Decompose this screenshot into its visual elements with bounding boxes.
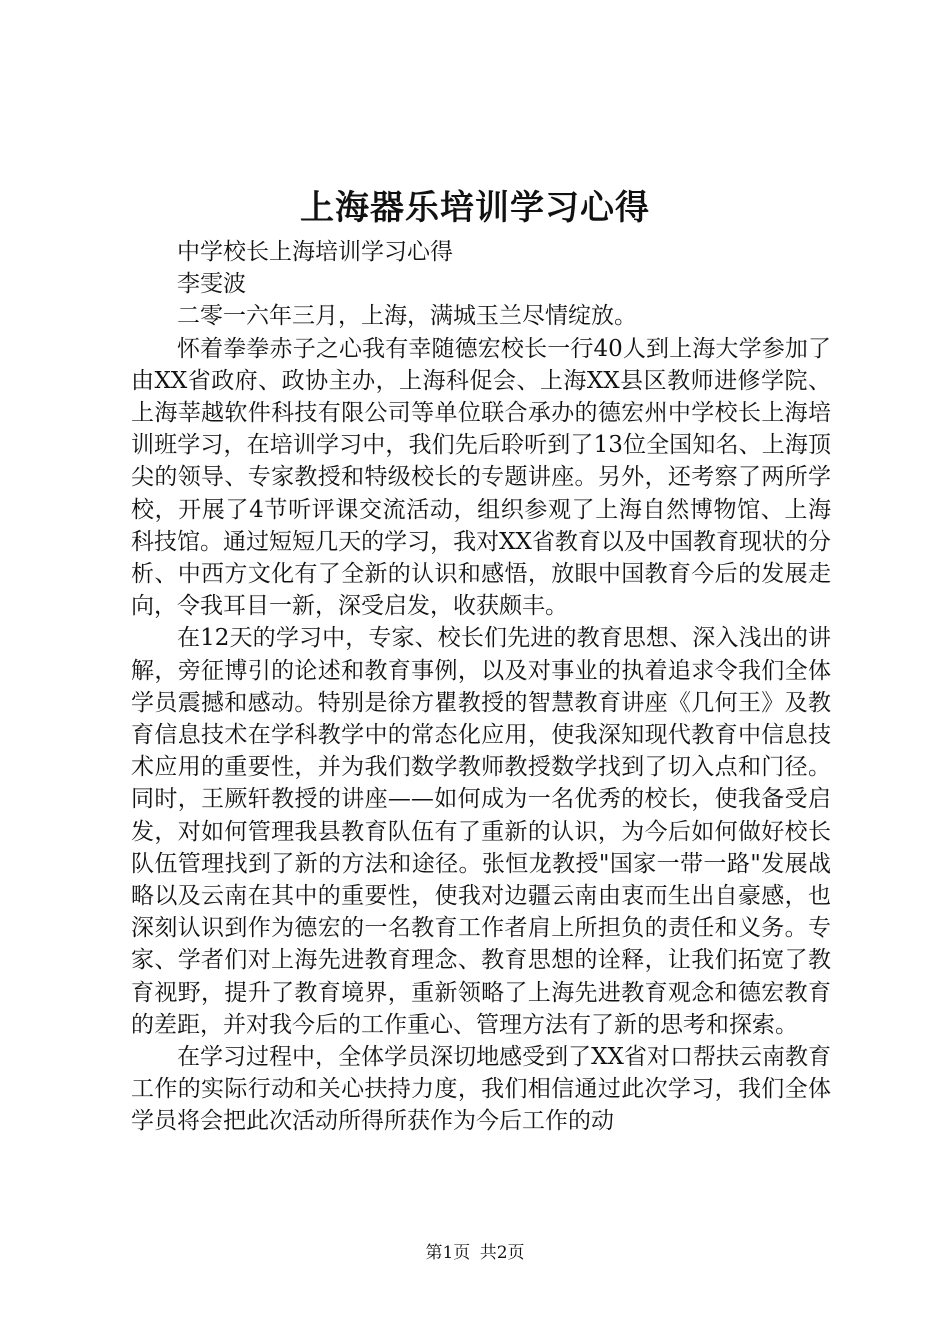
paragraph-2: 怀着拳拳赤子之心我有幸随德宏校长一行40人到上海大学参加了由XX省政府、政协主办，上海科促会、上海XX县区教师进修学院、上海莘越软件科技有限公司等单位联合承办的德宏州中学校长上海培训班学习，在培训学习中，我们先后聆听到了13位全国知名、上海顶尖的领导、专家教授和特级校长的专题讲座。另外，还考察了两所学校，开展了4节听评课交流活动，组织参观了上海自然博物馆、上海科技馆。通过短短几天的学习，我对XX省教育以及中国教育现状的分析、中西方文化有了全新的认识和感悟，放眼中国教育今后的发展走向，令我耳目一新，深受启发，收获颇丰。 <box>131 335 831 620</box>
paragraph-4: 在学习过程中，全体学员深切地感受到了XX省对口帮扶云南教育工作的实际行动和关心扶持力度，我们相信通过此次学习，我们全体学员将会把此次活动所得所获作为今后工作的动 <box>131 1044 831 1135</box>
page-footer: 第1页 共2页 <box>425 1243 525 1263</box>
document-title: 上海器乐培训学习心得 <box>300 188 650 228</box>
paragraph-1: 二零一六年三月，上海，满城玉兰尽情绽放。 <box>177 303 637 330</box>
document-body <box>131 236 831 1138</box>
document-author: 李雯波 <box>177 271 246 298</box>
paragraph-3: 在12天的学习中，专家、校长们先进的教育思想、深入浅出的讲解，旁征博引的论述和教育事例，以及对事业的执着追求令我们全体学员震撼和感动。特别是徐方瞿教授的智慧教育讲座《几何王》及教育信息技术在学科教学中的常态化应用，使我深知现代教育中信息技术应用的重要性，并为我们数学教师教授数学找到了切入点和门径。同时，王厥轩教授的讲座——如何成为一名优秀的校长，使我备受启发，对如何管理我县教育队伍有了重新的认识，为今后如何做好校长队伍管理找到了新的方法和途径。张恒龙教授"国家一带一路"发展战略以及云南在其中的重要性，使我对边疆云南由衷而生出自豪感，也深刻认识到作为德宏的一名教育工作者肩上所担负的责任和义务。专家、学者们对上海先进教育理念、教育思想的诠释，让我们拓宽了教育视野，提升了教育境界，重新领略了上海先进教育观念和德宏教育的差距，并对我今后的工作重心、管理方法有了新的思考和探索。 <box>131 625 831 1038</box>
document-subtitle: 中学校长上海培训学习心得 <box>177 239 453 265</box>
